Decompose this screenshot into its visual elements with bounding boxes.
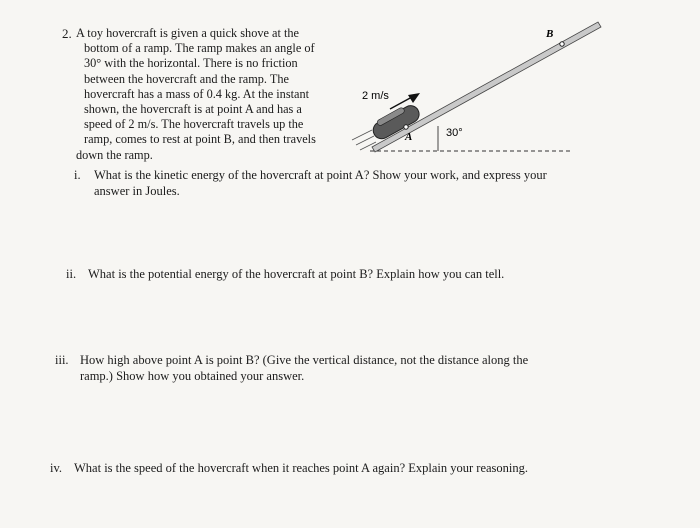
point-b-marker: [560, 42, 564, 46]
ramp-diagram: [350, 10, 610, 170]
question-iii-line: How high above point A is point B? (Give the vertical distance, not the distance along the: [80, 353, 529, 367]
point-a-label: A: [405, 131, 413, 143]
question-i-number: i.: [74, 168, 81, 182]
problem-line: A toy hovercraft is given a quick shove at the: [76, 26, 299, 40]
problem-line: bottom of a ramp. The ramp makes an angle of: [84, 41, 315, 56]
problem-line: down the ramp.: [76, 147, 153, 162]
question-number: 2.: [62, 26, 72, 41]
problem-line: hovercraft has a mass of 0.4 kg. At the instant: [84, 86, 310, 101]
question-iv: [50, 461, 528, 477]
question-i-line: answer in Joules.: [94, 183, 180, 198]
problem-line: ramp, comes to rest at point B, and then travels: [84, 132, 316, 147]
question-iv-number: iv.: [50, 461, 63, 475]
motion-line: [356, 136, 374, 145]
question-ii-number: ii.: [66, 267, 77, 281]
problem-line: 30° with the horizontal. There is no friction: [84, 56, 298, 71]
question-ii: [66, 267, 504, 283]
speed-label: 2 m/s: [362, 90, 389, 102]
angle-label: 30°: [446, 127, 463, 139]
question-iii: [55, 353, 528, 384]
question-iii-number: iii.: [55, 353, 69, 367]
problem-line: speed of 2 m/s. The hovercraft travels up the: [84, 117, 304, 132]
problem-line: between the hovercraft and the ramp. The: [84, 71, 289, 86]
question-i-line: What is the kinetic energy of the hovercraft at point A? Show your work, and express your: [94, 168, 547, 182]
point-b-label: B: [546, 28, 554, 40]
point-a-marker: [404, 125, 408, 129]
problem-line: shown, the hovercraft is at point A and has a: [84, 102, 302, 117]
problem-statement: [76, 26, 348, 163]
question-i: [74, 168, 547, 199]
question-iv-line: What is the speed of the hovercraft when it reaches point A again? Explain your reasoning.: [74, 461, 529, 475]
question-ii-line: What is the potential energy of the hovercraft at point B? Explain how you can tell.: [88, 267, 505, 281]
question-iii-line: ramp.) Show how you obtained your answer.: [80, 368, 305, 383]
